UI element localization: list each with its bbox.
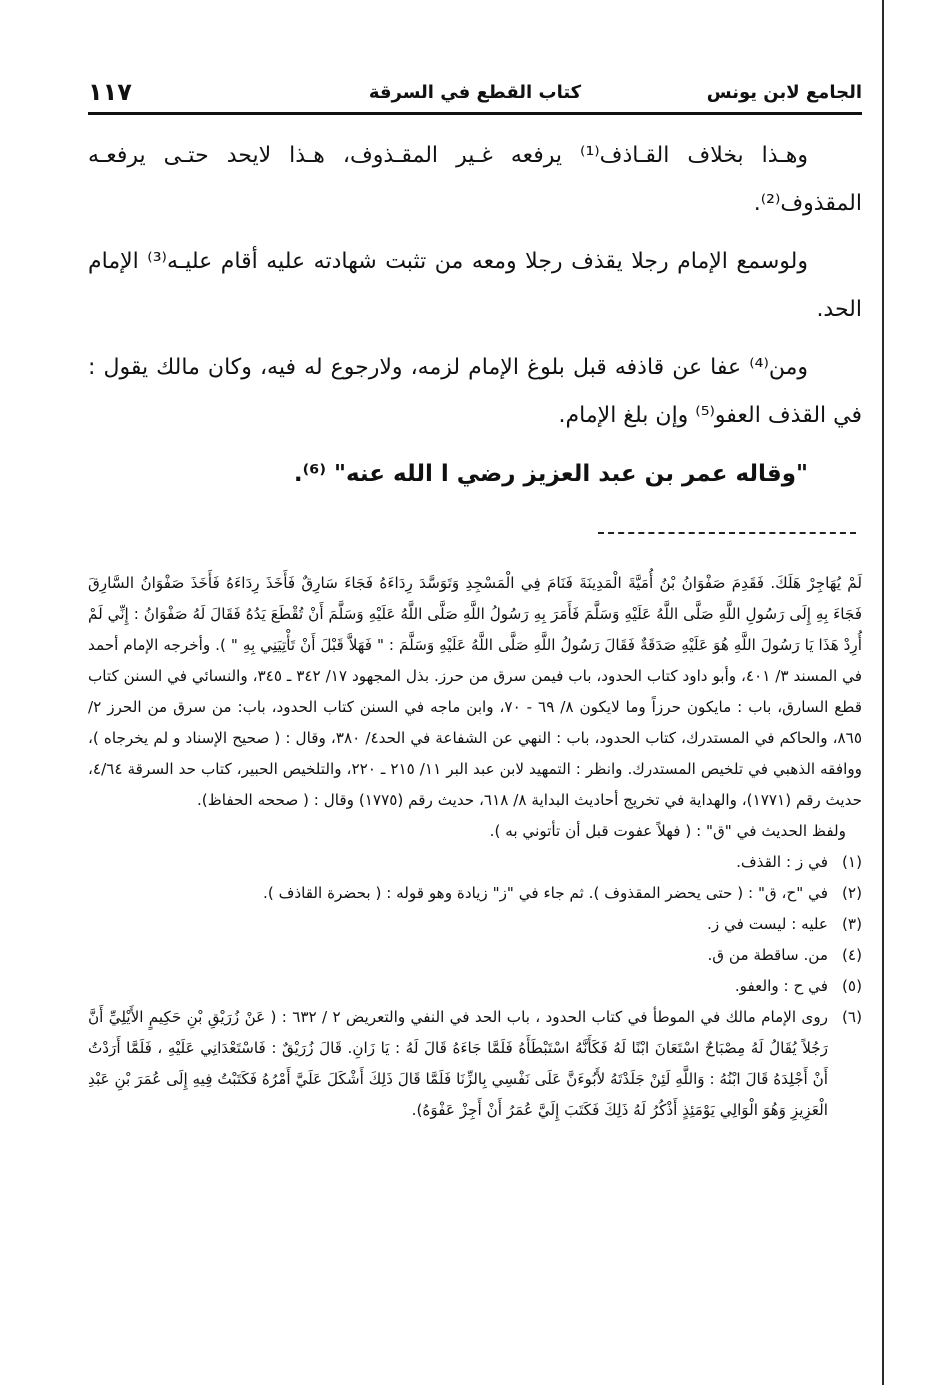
footnote-number: (٤) [841, 946, 862, 964]
footnote-separator [598, 532, 856, 534]
footnote-text: في ز : القذف. [736, 853, 828, 871]
footnote-text: من. ساقطة من ق. [707, 946, 828, 964]
footnote-item [88, 847, 862, 878]
footnotes [88, 568, 862, 1268]
footnote-text: روى الإمام مالك في الموطأ في كتاب الحدود ، باب الحد في النفي والتعريض ٢ / ٦٣٢ : ( عَنْ زُرَيْقِ بْنِ حَكِيمٍ الأَيْلِيِّ أَنَّ رَجُلاً يُقَالُ لَهُ مِصْبَاحٌ اسْتَعَانَ ابْنًا لَهُ فَكَأَنَّهُ اسْتَبْطَأَهُ فَلَمَّا جَاءَهُ قَالَ لَهُ : يَا زَانِ. قَالَ زُرَيْقٌ : فَاسْتَعْدَانِي عَلَيْهِ ، فَلَمَّا أَرَدْتُ أَنْ أَجْلِدَهُ قَالَ ابْنُهُ : وَاللَّهِ لَئِنْ جَلَدْتَهُ لأَبُوءَنَّ عَلَى نَفْسِي بِالزِّنَا فَلَمَّا قَالَ ذَلِكَ أَشْكَلَ عَلَيَّ أَمْرُهُ فَكَتَبْتُ فِيهِ إِلَى عُمَرَ بْنِ عَبْدِ الْعَزِيزِ وَهُوَ الْوَالِي يَوْمَئِذٍ أَذْكُرُ لَهُ ذَلِكَ فَكَتَبَ إِلَيَّ عُمَرُ أَنْ أَجِزْ عَفْوَهُ). [88, 1008, 828, 1119]
paragraph: ولوسمع الإمام رجلا يقذف رجلا ومعه من تثبت شهادته عليه أقام عليـه⁽³⁾ الإمام الحد. [88, 249, 862, 322]
footnote-number: (٢) [841, 884, 862, 902]
page-number: ١١٧ [88, 78, 132, 106]
page-edge-line [882, 0, 884, 1385]
chapter-title: كتاب القطع في السرقة [368, 82, 582, 103]
footnote-number: (٥) [841, 977, 862, 995]
page-header [88, 78, 862, 110]
footnote-continuation: ولفظ الحديث في "ق" : ( فهلاً عفوت قبل أن تأتوني به ). [489, 822, 846, 840]
footnote-text: في "ح، ق" : ( حتى يحضر المقذوف ). ثم جاء في "ز" زيادة وهو قوله : ( بحضرة القاذف ). [263, 884, 828, 902]
paragraph: ومن⁽⁴⁾ عفا عن قاذفه قبل بلوغ الإمام لزمه، ولارجوع له فيه، وكان مالك يقول : في القذف العفو⁽⁵⁾ وإن بلغ الإمام. [88, 355, 862, 428]
footnote-number: (٦) [841, 1008, 862, 1026]
footnote-item [88, 940, 862, 971]
footnote-continuation: لَمْ يُهَاجِرْ هَلَكَ. فَقَدِمَ صَفْوَانُ بْنُ أُمَيَّةَ الْمَدِينَةَ فَنَامَ فِي الْمَسْجِدِ وَتَوَسَّدَ رِدَاءَهُ فَجَاءَ سَارِقٌ فَأَخَذَ رِدَاءَهُ فَأَخَذَ صَفْوَانُ السَّارِقَ فَجَاءَ بِهِ إِلَى رَسُولِ اللَّهِ صَلَّى اللَّهُ عَلَيْهِ وَسَلَّمَ فَأَمَرَ بِهِ رَسُولُ اللَّهِ صَلَّى اللَّهُ عَلَيْهِ وَسَلَّمَ أَنْ تُقْطَعَ يَدُهُ فَقَالَ لَهُ صَفْوَانُ : إِنِّي لَمْ أُرِدْ هَذَا يَا رَسُولَ اللَّهِ هُوَ عَلَيْهِ صَدَقَةٌ فَقَالَ رَسُولُ اللَّهِ صَلَّى اللَّهُ عَلَيْهِ وَسَلَّمَ : " فَهَلاَّ قَبْلَ أَنْ تَأْتِيَنِي بِهِ " ). وأخرجه الإمام أحمد في المسند ٣/ ٤٠١، وأبو داود كتاب الحدود، باب فيمن سرق من حرز. بذل المجهود ١٧/ ٣٤٢ ـ ٣٤٥، والنسائي في السنن كتاب قطع السارق، باب : مايكون حرزاً وما لايكون ٨/ ٦٩ - ٧٠، وابن ماجه في السنن كتاب الحدود، باب: من سرق من الحرز ٢/ ٨٦٥، والحاكم في المستدرك، كتاب الحدود، باب : النهي عن الشفاعة في الحد٤/ ٣٨٠، وقال : ( صحيح الإسناد و لم يخرجاه )، ووافقه الذهبي في تلخيص المستدرك. وانظر : التمهيد لابن عبد البر ١١/ ٢١٥ ـ ٢٢٠، والتلخيص الحبير، كتاب حد السرقة ٤/٦٤، حديث رقم (١٧٧١)، والهداية في تخريج أحاديث البداية ٨/ ٦١٨، حديث رقم (١٧٧٥) وقال : ( صححه الحفاظ). [88, 574, 863, 809]
main-text [88, 132, 862, 492]
footnote-number: (١) [841, 853, 862, 871]
footnote-item [88, 878, 862, 909]
footnote-text: في ح : والعفو. [734, 977, 828, 995]
footnote-text: عليه : ليست في ز. [707, 915, 828, 933]
header-rule [88, 112, 862, 115]
footnote-item [88, 971, 862, 1002]
footnote-item [88, 909, 862, 940]
paragraph: وهـذا بخلاف القـاذف⁽¹⁾ يرفعه غـير المقـذوف، هـذا لايحد حتـى يرفعـه المقذوف⁽²⁾. [88, 143, 862, 216]
footnote-number: (٣) [841, 915, 862, 933]
footnote-list [88, 847, 862, 1126]
quote-paragraph: "وقاله عمر بن عبد العزيز رضي ا الله عنه" ⁽⁶⁾. [293, 461, 808, 487]
footnote-item [88, 1002, 862, 1126]
running-title: الجامع لابن يونس [706, 82, 862, 103]
